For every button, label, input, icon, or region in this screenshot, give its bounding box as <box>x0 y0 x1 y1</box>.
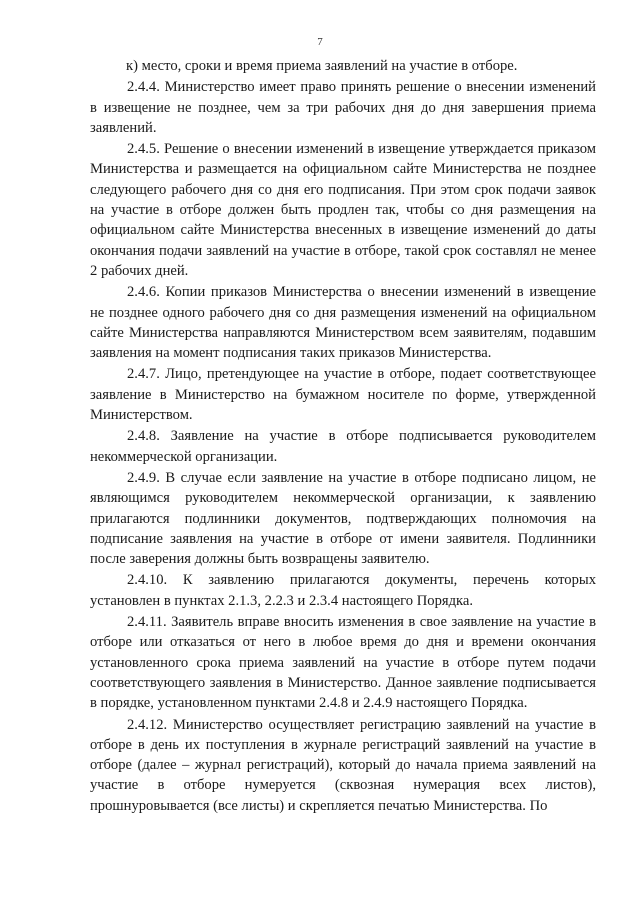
paragraph-item-k: к) место, сроки и время приема заявлений на участие в отборе. <box>126 58 518 74</box>
paragraph-2-4-12: 2.4.12. Министерство осуществляет регистрацию заявлений на участие в отборе в день их поступления в журнале регистраций заявлений на участие в отборе (далее – журнал регистраций), который до начала приема заявлений на участие в отборе нумеруется (сквозная нумерация всех листов), прошнуровывается (все листы) и скрепляется печатью Министерства. По <box>90 716 596 814</box>
page-number: 7 <box>317 36 323 48</box>
paragraph-2-4-6: 2.4.6. Копии приказов Министерства о внесении изменений в извещение не позднее одного рабочего дня со дня размещения изменений на официальном сайте Министерства направляются Министерством всем заявителям, подавшим заявления на момент подписания таких приказов Министерства. <box>90 284 596 362</box>
paragraph-2-4-7: 2.4.7. Лицо, претендующее на участие в отборе, подает соответствующее заявление в Министерство на бумажном носителе по форме, утвержденной Министерством. <box>90 366 596 424</box>
document-body <box>90 56 596 817</box>
paragraph-2-4-8: 2.4.8. Заявление на участие в отборе подписывается руководителем некоммерческой организации. <box>90 428 596 465</box>
paragraph-2-4-11: 2.4.11. Заявитель вправе вносить изменения в свое заявление на участие в отборе или отказаться от него в любое время до дня и времени окончания установленного срока приема заявлений на участие в отборе путем подачи соответствующего заявления в Министерство. Данное заявление подписывается в порядке, установленном пунктами 2.4.8 и 2.4.9 настоящего Порядка. <box>90 614 596 712</box>
paragraph-2-4-4: 2.4.4. Министерство имеет право принять решение о внесении изменений в извещение не позднее, чем за три рабочих дня до дня завершения приема заявлений. <box>90 79 596 136</box>
paragraph-2-4-9: 2.4.9. В случае если заявление на участие в отборе подписано лицом, не являющимся руководителем некоммерческой организации, к заявлению прилагаются подлинники документов, подтверждающих полномочия на подписание заявления на участие в отборе от имени заявителя. Подлинники после заверения должны быть возвращены заявителю. <box>90 469 596 568</box>
paragraph-2-4-10: 2.4.10. К заявлению прилагаются документы, перечень которых установлен в пунктах 2.1.3, 2.2.3 и 2.3.4 настоящего Порядка. <box>90 572 596 609</box>
paragraph-2-4-5: 2.4.5. Решение о внесении изменений в извещение утверждается приказом Министерства и размещается на официальном сайте Министерства не позднее следующего рабочего дня со дня его подписания. При этом срок подачи заявок на участие в отборе должен быть продлен так, чтобы со дня размещения на официальном сайте Министерства внесенных в извещение изменений до даты окончания подачи заявлений на участие в отборе, такой срок составлял не менее 2 рабочих дней. <box>90 141 596 279</box>
